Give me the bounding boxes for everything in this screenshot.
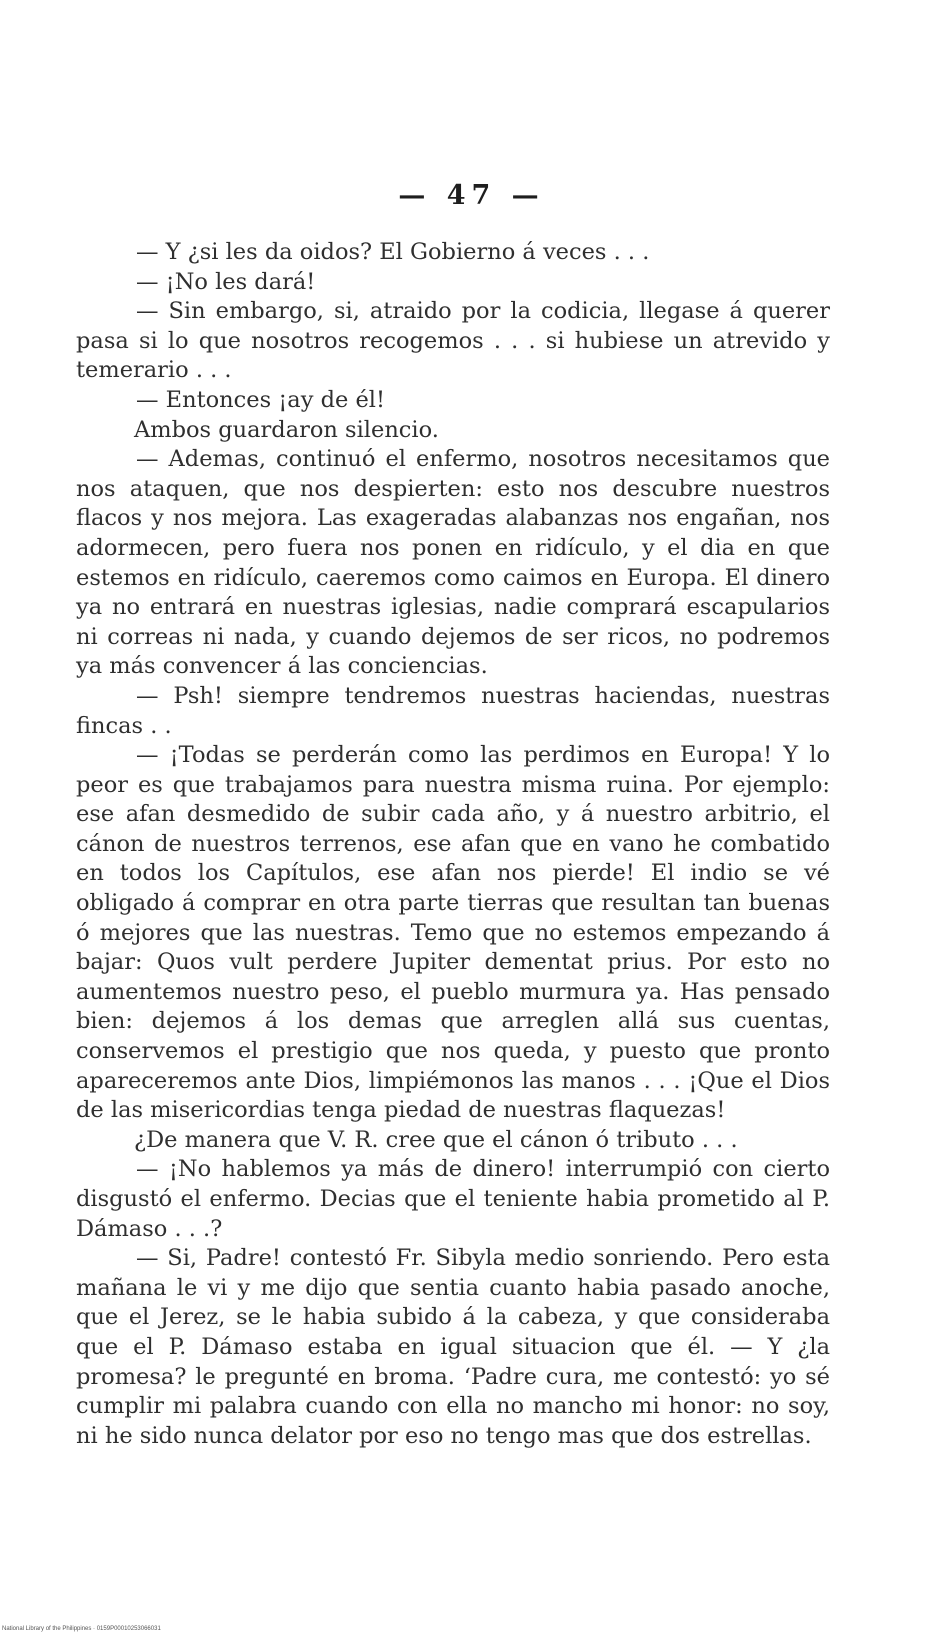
paragraph-2: — ¡No les dará! — [136, 268, 316, 295]
paragraph-5: Ambos guardaron silencio. — [134, 416, 439, 443]
paragraph-11: — Si, Padre! contestó Fr. Sibyla medio sonriendo. Pero esta mañana le vi y me dijo que sentia cuanto habia pasado anoche, que el Jerez, se le habia subido á la cabeza, y que consideraba que el P. Dámaso estaba en igual situacion que él. — Y ¿la promesa? le pregunté en broma. ‘Padre cura, me contestó: yo sé cumplir mi palabra cuando con ella no mancho mi honor: no soy, ni he sido nunca delator por eso no tengo mas que dos estrellas. — [76, 1245, 830, 1449]
paragraph-9: ¿De manera que V. R. cree que el cánon ó tributo . . . — [134, 1126, 738, 1153]
paragraph-1: — Y ¿si les da oidos? El Gobierno á veces . . . — [136, 239, 650, 265]
page-number: — 47 — — [398, 180, 545, 211]
paragraph-4: — Entonces ¡ay de él! — [136, 386, 386, 413]
paragraph-10: — ¡No hablemos ya más de dinero! interrumpió con cierto disgustó el enfermo. Decias que el teniente habia prometido al P. Dámaso . . .? — [76, 1156, 830, 1242]
footer-credit: National Library of the Philippines · 0159P00010253066031 — [2, 1626, 161, 1632]
paragraph-7: — Psh! siempre tendremos nuestras haciendas, nuestras fincas . . — [76, 682, 830, 739]
body-text — [76, 238, 830, 1451]
paragraph-3: — Sin embargo, si, atraido por la codicia, llegase á querer pasa si lo que nosotros recogemos . . . si hubiese un atrevido y temerario . . . — [76, 298, 830, 384]
paragraph-8: — ¡Todas se perderán como las perdimos en Europa! Y lo peor es que trabajamos para nuestra misma ruina. Por ejemplo: ese afan desmedido de subir cada año, y á nuestro arbitrio, el cánon de nuestros terrenos, ese afan que en vano he combatido en todos los Capítulos, ese afan nos pierde! El indio se vé obligado á comprar en otra parte tierras que resultan tan buenas ó mejores que las nuestras. Temo que no estemos empezando á bajar: Quos vult perdere Jupiter dementat prius. Por esto no aumentemos nuestro peso, el pueblo murmura ya. Has pensado bien: dejemos á los demas que arreglen allá sus cuentas, conservemos el prestigio que nos queda, y puesto que pronto apareceremos ante Dios, limpiémonos las manos . . . ¡Que el Dios de las misericordias tenga piedad de nuestras flaquezas! — [76, 742, 830, 1124]
paragraph-6: — Ademas, continuó el enfermo, nosotros necesitamos que nos ataquen, que nos despierten: esto nos descubre nuestros flacos y nos mejora. Las exageradas alabanzas nos engañan, nos adormecen, pero fuera nos ponen en ridículo, y el dia en que estemos en ridículo, caeremos como caimos en Europa. El dinero ya no entrará en nuestras iglesias, nadie comprará escapularios ni correas ni nada, y cuando dejemos de ser ricos, no podremos ya más convencer á las conciencias. — [76, 446, 830, 680]
